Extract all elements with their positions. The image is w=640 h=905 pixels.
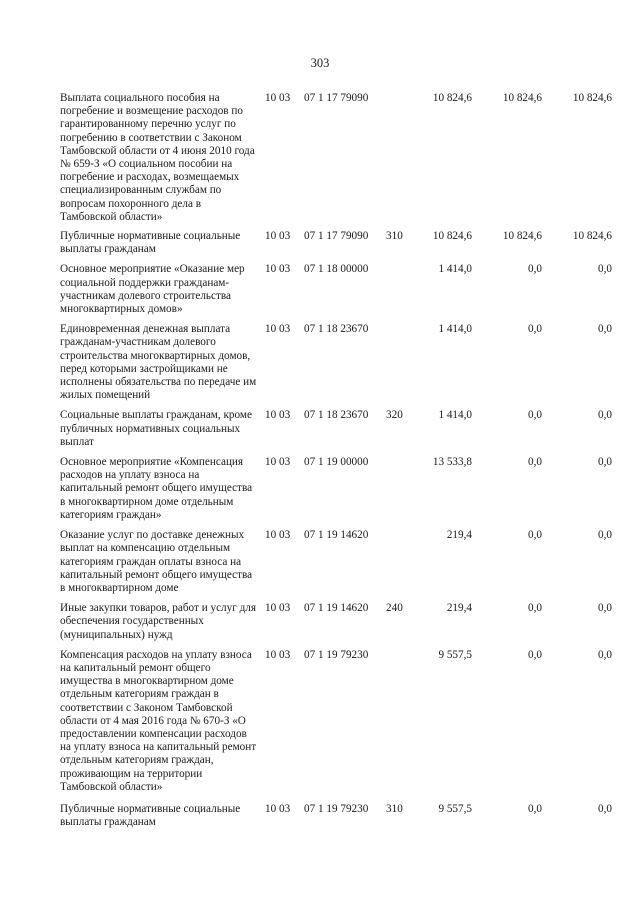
row-section-code: 10 03 [265,323,291,336]
row-amount-year2: 0,0 [528,409,542,422]
row-amount-year3: 0,0 [598,456,612,469]
row-amount-year3: 10 824,6 [572,230,612,243]
row-amount-year1: 1 414,0 [438,409,472,422]
row-amount-year3: 0,0 [598,648,612,661]
row-amount-year1: 10 824,6 [432,92,472,104]
row-amount-year2: 0,0 [528,323,542,336]
row-amount-year3: 0,0 [598,802,612,815]
row-expense-type: 310 [386,230,403,243]
row-amount-year2: 0,0 [528,529,542,542]
row-amount-year1: 1 414,0 [438,263,472,276]
row-amount-year3: 0,0 [598,323,612,336]
table-row [0,602,640,642]
row-description: Выплата социального пособия на погребение и возмещение расходов по гарантированному перечню услуг по погребению в соответствии с Законом Тамбовской области от 4 июня 2010 года № 659-З «О социальном пособии на погребение и расходах, возмещаемых специализированным службам по вопросам похоронного дела в Тамбовской области» [60,92,255,223]
table-row [0,529,640,595]
row-expense-type: 240 [386,602,403,615]
page-number: 303 [310,56,330,70]
row-amount-year2: 10 824,6 [502,92,542,104]
row-amount-year3: 10 824,6 [572,92,612,104]
row-section-code: 10 03 [265,230,291,243]
row-expense-type: 310 [386,802,403,815]
table-row [0,649,640,794]
row-section-code: 10 03 [265,456,291,469]
table-row [0,323,640,402]
row-description: Оказание услуг по доставке денежных выплат на компенсацию отдельным категориям граждан оплаты взноса на капитальный ремонт общего имущества в многоквартирном доме [60,529,253,594]
row-amount-year2: 0,0 [528,456,542,469]
row-target-article: 07 1 19 79230 [304,802,369,815]
row-description: Иные закупки товаров, работ и услуг для обеспечения государственных (муниципальных) нужд [60,602,257,641]
row-section-code: 10 03 [265,92,291,104]
budget-table [0,92,640,829]
row-amount-year1: 10 824,6 [432,230,472,243]
row-amount-year1: 219,4 [446,602,472,615]
table-row [0,263,640,316]
row-amount-year1: 13 533,8 [432,456,472,469]
row-amount-year3: 0,0 [598,409,612,422]
row-amount-year1: 9 557,5 [438,802,472,815]
table-row [0,456,640,522]
row-description: Основное мероприятие «Компенсация расходов на уплату взноса на капитальный ремонт общего имущества в многоквартирном доме отдельным категориям граждан» [60,456,253,521]
row-amount-year3: 0,0 [598,263,612,276]
row-target-article: 07 1 19 14620 [304,602,369,615]
row-section-code: 10 03 [265,602,291,615]
row-section-code: 10 03 [265,263,291,276]
row-section-code: 10 03 [265,802,291,815]
row-target-article: 07 1 18 23670 [304,409,369,422]
row-amount-year2: 0,0 [528,802,542,815]
row-target-article: 07 1 19 14620 [304,529,369,542]
row-description: Компенсация расходов на уплату взноса на капитальный ремонт общего имущества в многоквартирном доме отдельным категориям граждан в соответствии с Законом Тамбовской области от 4 мая 2016 года № 670-З «О предоставлении компенсации расходов на уплату взноса на капитальный ремонт отдельным категориям граждан, проживающим на территории Тамбовской области» [60,648,257,793]
row-amount-year1: 1 414,0 [438,323,472,336]
row-target-article: 07 1 17 79090 [304,230,369,243]
row-target-article: 07 1 18 23670 [304,323,369,336]
row-amount-year3: 0,0 [598,529,612,542]
row-amount-year1: 219,4 [446,529,472,542]
row-target-article: 07 1 19 00000 [304,456,369,469]
row-section-code: 10 03 [265,648,291,661]
table-row [0,230,640,256]
row-amount-year2: 0,0 [528,602,542,615]
row-amount-year2: 0,0 [528,263,542,276]
row-amount-year1: 9 557,5 [438,648,472,661]
row-section-code: 10 03 [265,409,291,422]
table-row [0,409,640,449]
row-target-article: 07 1 18 00000 [304,263,369,276]
row-target-article: 07 1 19 79230 [304,648,369,661]
row-target-article: 07 1 17 79090 [304,92,369,104]
row-expense-type: 320 [386,409,403,422]
table-row [0,803,640,829]
row-description: Социальные выплаты гражданам, кроме публичных нормативных социальных выплат [60,409,252,448]
row-section-code: 10 03 [265,529,291,542]
row-description: Основное мероприятие «Оказание мер социальной поддержки гражданам-участникам долевого строительства многоквартирных домов» [60,263,245,316]
row-description: Единовременная денежная выплата гражданам-участникам долевого строительства многоквартирных домов, перед которыми застройщиками не исполнены обязательства по передаче им жилых помещений [60,323,257,402]
row-description: Публичные нормативные социальные выплаты гражданам [60,230,241,256]
table-row [0,92,640,224]
row-amount-year3: 0,0 [598,602,612,615]
row-amount-year2: 0,0 [528,648,542,661]
row-description: Публичные нормативные социальные выплаты гражданам [60,802,241,829]
row-amount-year2: 10 824,6 [502,230,542,243]
